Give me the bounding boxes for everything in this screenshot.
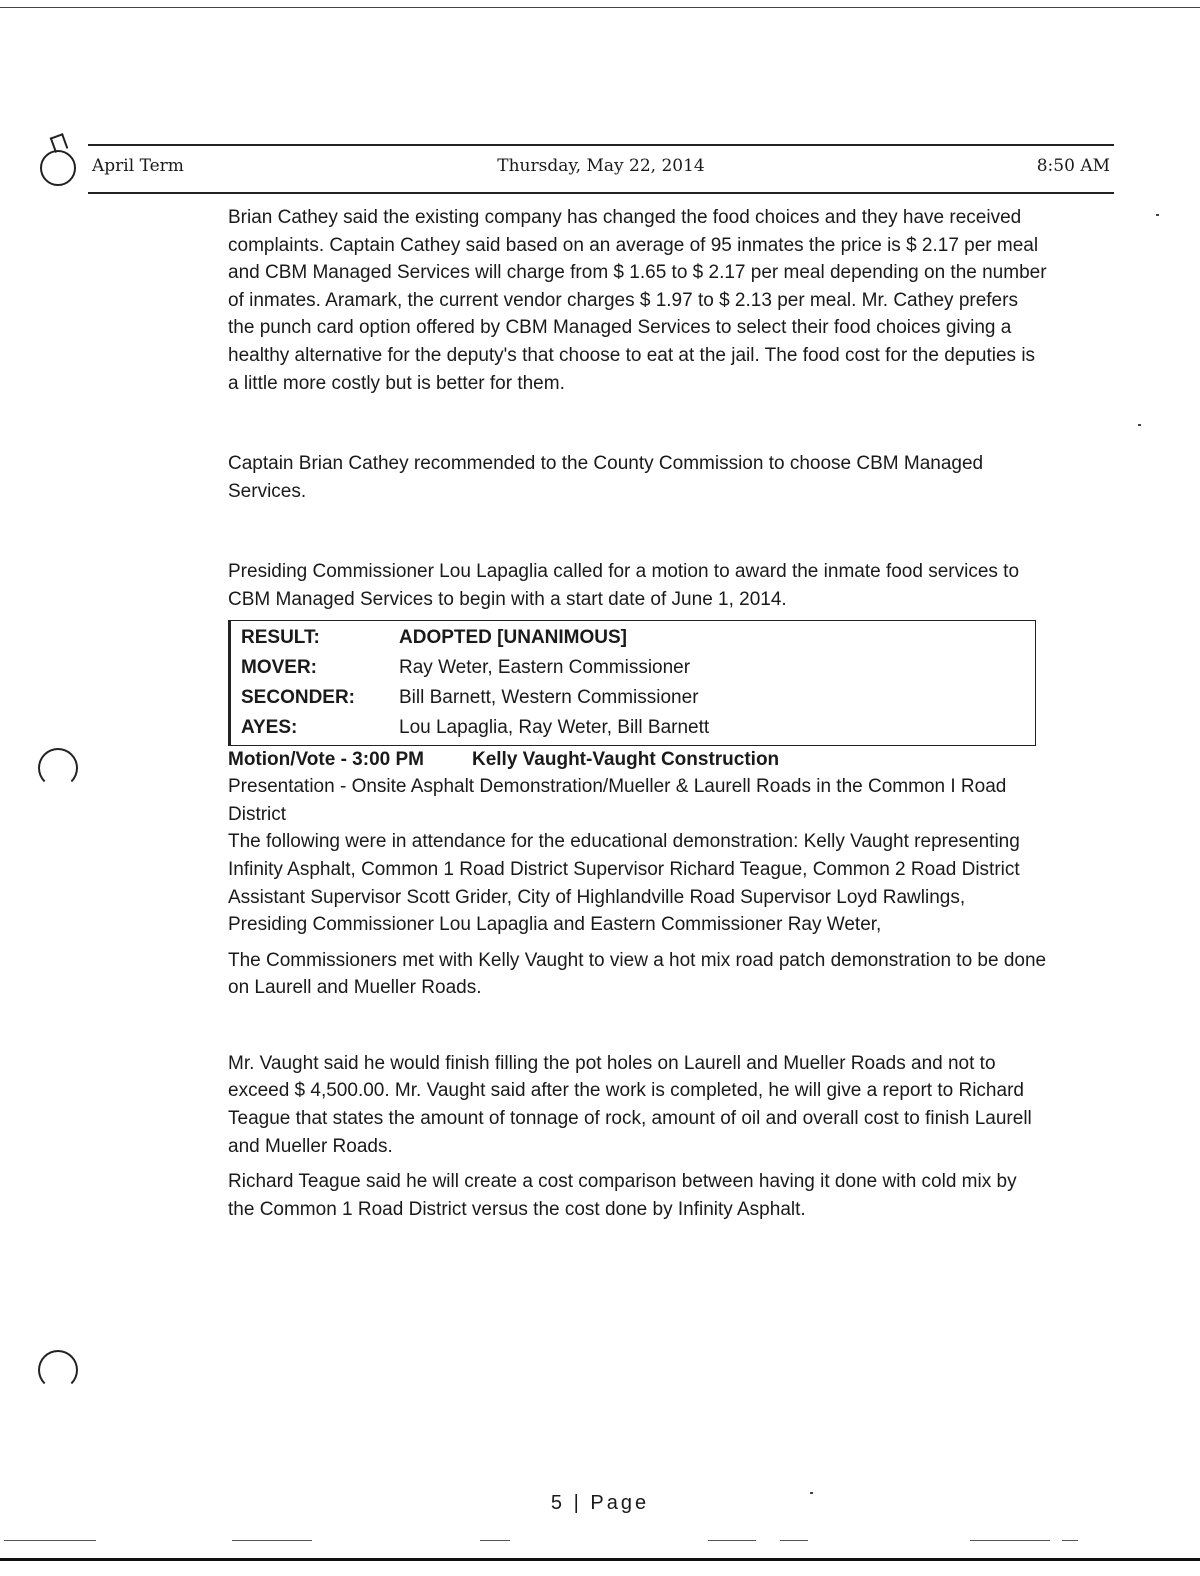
paragraph-recommendation: Captain Brian Cathey recommended to the County Commission to choose CBM Managed Services. [228,453,984,502]
motion-title: Kelly Vaught-Vaught Construction [471,748,780,770]
meeting-time: 8:50 AM [1036,156,1110,176]
scan-artifact [1062,1540,1078,1541]
meeting-date: Thursday, May 22, 2014 [497,156,705,176]
scan-artifact [232,1540,312,1541]
scan-artifact [780,1540,808,1541]
scan-edge-bottom [0,1558,1200,1561]
motion-heading [228,746,1048,774]
scan-artifact [708,1540,756,1541]
page-header [88,144,1114,194]
presentation-line: Presentation - Onsite Asphalt Demonstration/Mueller & Laurell Roads in the Common I Road District [228,776,1007,825]
scan-edge-top [0,7,1200,8]
vote-value: Bill Barnett, Western Commissioner [399,686,699,708]
page-number: 5 | Page [550,1492,650,1514]
paragraph-pot-holes: Mr. Vaught said he would finish filling the pot holes on Laurell and Mueller Roads and not to exceed $ 4,500.00. Mr. Vaught said after the work is completed, he will give a report to Richard Teague that states the amount of tonnage of rock, amount of oil and overall cost to finish Laurell and Mueller Roads. [228,1052,1032,1157]
vote-key: RESULT: [241,626,320,648]
vote-row-result [241,623,1035,653]
scan-artifact [4,1540,96,1541]
punch-hole-icon [38,1350,78,1390]
motion-label: Motion/Vote - 3:00 PM [228,748,424,770]
term-label: April Term [92,156,184,176]
paragraph-demonstration: The Commissioners met with Kelly Vaught to view a hot mix road patch demonstration to be done on Laurell and Mueller Roads. [228,949,1047,999]
scan-artifact [810,1492,813,1494]
vote-value: Lou Lapaglia, Ray Weter, Bill Barnett [399,716,710,738]
scan-artifact [1156,214,1159,216]
paragraph-attendance: The following were in attendance for the educational demonstration: Kelly Vaught representing Infinity Asphalt, Common 1 Road District Supervisor Richard Teague, Common 2 Road District Assistant Supervisor Scott Grider, City of Highlandville Road Supervisor Loyd Rawlings, Presiding Commissioner Lou Lapaglia and Eastern Commissioner Ray Weter, [228,831,1020,936]
vote-row-mover [241,653,1035,683]
scan-artifact [970,1540,1050,1541]
punch-hole-icon [38,748,78,788]
paragraph-motion-call: Presiding Commissioner Lou Lapaglia called for a motion to award the inmate food services to CBM Managed Services to begin with a start date of June 1, 2014. [228,561,1020,610]
vote-value: ADOPTED [UNANIMOUS] [399,626,627,648]
vote-row-seconder [241,683,1035,713]
minutes-body [228,204,1048,1223]
paragraph-cost-comparison: Richard Teague said he will create a cost comparison between having it done with cold mix by the Common 1 Road District versus the cost done by Infinity Asphalt. [228,1171,1017,1220]
vote-key: AYES: [241,716,298,738]
vote-result-table [228,620,1036,746]
vote-value: Ray Weter, Eastern Commissioner [399,656,691,678]
vote-key: SECONDER: [241,686,356,708]
scan-artifact [480,1540,510,1541]
vote-row-ayes [241,713,1035,743]
vote-key: MOVER: [241,656,317,678]
punch-hole-icon [40,150,76,186]
paragraph-food-choices: Brian Cathey said the existing company has changed the food choices and they have received complaints. Captain Cathey said based on an average of 95 inmates the price is $ 2.17 per meal and CBM Managed Services will charge from $ 1.65 to $ 2.17 per meal depending on the number of inmates. Aramark, the current vendor charges $ 1.97 to $ 2.13 per meal. Mr. Cathey prefers the punch card option offered by CBM Managed Services to select their food choices giving a healthy alternative for the deputy's that choose to eat at the jail. The food cost for the deputies is a little more costly but is better for them. [228,207,1047,394]
scan-artifact [1138,424,1141,426]
